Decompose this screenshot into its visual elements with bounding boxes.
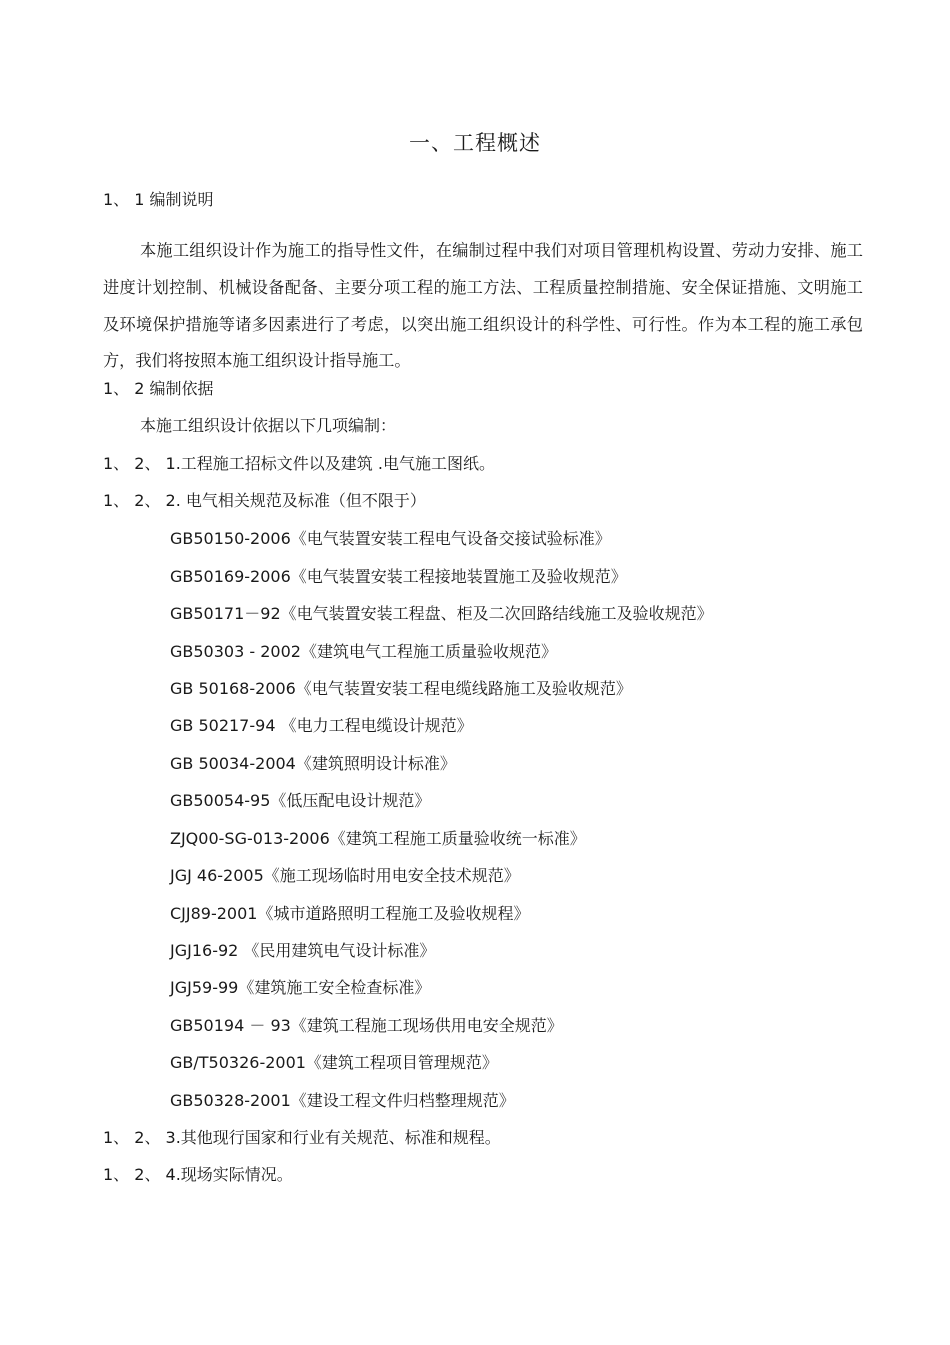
standard-item: JGJ16-92 《民用建筑电气设计标准》 bbox=[170, 941, 436, 960]
standard-item: GB/T50326-2001《建筑工程项目管理规范》 bbox=[170, 1053, 498, 1072]
standard-item: GB 50168-2006《电气装置安装工程电缆线路施工及验收规范》 bbox=[170, 679, 632, 698]
list-item-1-2-2: 1、 2、 2. 电气相关规范及标准（但不限于） bbox=[103, 491, 426, 510]
standard-item: JGJ59-99《建筑施工安全检查标准》 bbox=[170, 978, 431, 997]
standard-item: GB50303 - 2002《建筑电气工程施工质量验收规范》 bbox=[170, 642, 557, 661]
standard-item: GB 50034-2004《建筑照明设计标准》 bbox=[170, 754, 456, 773]
section-1-1-body: 本施工组织设计作为施工的指导性文件，在编制过程中我们对项目管理机构设置、劳动力安排、施工进度计划控制、机械设备配备、主要分项工程的施工方法、工程质量控制措施、安全保证措施、文明施工及环境保护措施等诸多因素进行了考虑，以突出施工组织设计的科学性、可行性。作为本工程的施工承包方，我们将按照本施工组织设计指导施工。 bbox=[103, 241, 863, 371]
standard-item: JGJ 46-2005《施工现场临时用电安全技术规范》 bbox=[170, 866, 520, 885]
standard-item: GB50328-2001《建设工程文件归档整理规范》 bbox=[170, 1091, 515, 1110]
list-item-1-2-3: 1、 2、 3.其他现行国家和行业有关规范、标准和规程。 bbox=[103, 1128, 501, 1147]
section-1-2-intro: 本施工组织设计依据以下几项编制： bbox=[140, 416, 397, 435]
standard-item: ZJQ00-SG-013-2006《建筑工程施工质量验收统一标准》 bbox=[170, 829, 586, 848]
standard-item: GB50054-95《低压配电设计规范》 bbox=[170, 791, 431, 810]
section-heading-1-2: 1、 2 编制依据 bbox=[103, 379, 214, 398]
standard-item: GB50169-2006《电气装置安装工程接地装置施工及验收规范》 bbox=[170, 567, 627, 586]
standard-item: GB50150-2006《电气装置安装工程电气设备交接试验标准》 bbox=[170, 529, 611, 548]
list-item-1-2-1: 1、 2、 1.工程施工招标文件以及建筑 .电气施工图纸。 bbox=[103, 454, 495, 473]
standard-item: GB50171－92《电气装置安装工程盘、柜及二次回路结线施工及验收规范》 bbox=[170, 604, 713, 623]
standard-item: CJJ89-2001《城市道路照明工程施工及验收规程》 bbox=[170, 904, 530, 923]
section-heading-1-1: 1、 1 编制说明 bbox=[103, 190, 214, 209]
standard-item: GB 50217-94 《电力工程电缆设计规范》 bbox=[170, 716, 473, 735]
standard-item: GB50194 － 93《建筑工程施工现场供用电安全规范》 bbox=[170, 1016, 563, 1035]
page-title: 一、工程概述 bbox=[409, 131, 541, 155]
list-item-1-2-4: 1、 2、 4.现场实际情况。 bbox=[103, 1165, 293, 1184]
